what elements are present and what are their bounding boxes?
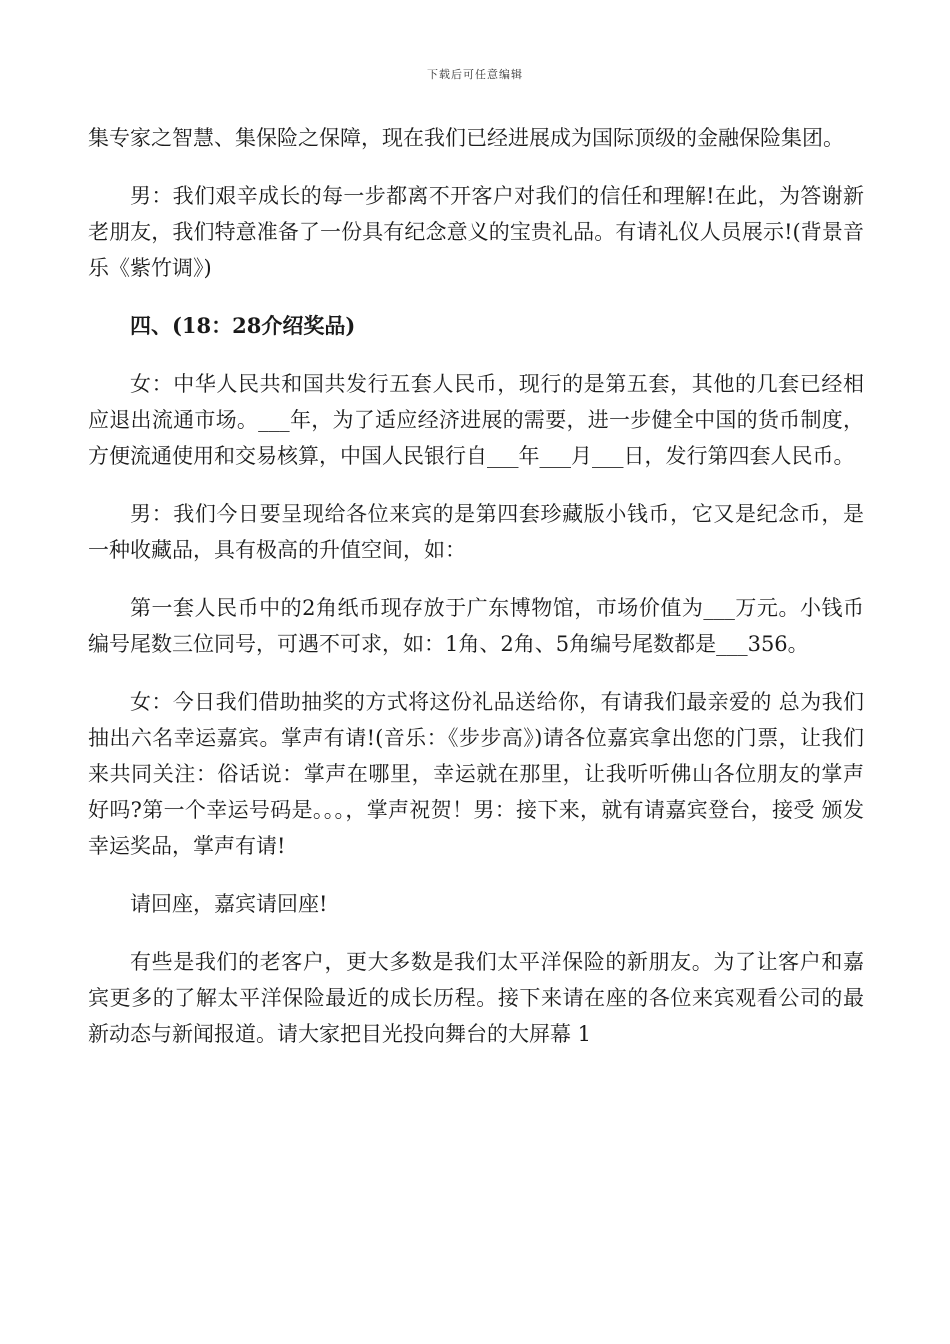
page-header: 下载后可任意编辑 — [427, 68, 523, 81]
paragraph-female-currency-history: 女：中华人民共和国共发行五套人民币，现行的是第五套，其他的几套已经相应退出流通市场。___年，为了适应经济进展的需要，进一步健全中国的货币制度，方便流通使用和交易核算，中国人民银行自___年___月___日，发行第四套人民币。 — [88, 372, 864, 468]
paragraph-female-lottery: 女：今日我们借助抽奖的方式将这份礼品送给你，有请我们最亲爱的 总为我们抽出六名幸运嘉宾。掌声有请!(音乐：《步步高》)请各位嘉宾拿出您的门票，让我们来共同关注：俗话说：掌声在哪里，幸运就在那里，让我听听佛山各位朋友的掌声好吗?第一个幸运号码是。。。，掌声祝贺！男：接下来，就有请嘉宾登台，接受 颁发幸运奖品，掌声有请! — [88, 690, 864, 858]
paragraph-coin-value: 第一套人民币中的2角纸币现存放于广东博物馆，市场价值为___万元。小钱币编号尾数三位同号，可遇不可求，如：1角、2角、5角编号尾数都是___356。 — [88, 596, 864, 656]
document-body — [88, 120, 864, 1074]
paragraph-continuation: 集专家之智慧、集保险之保障，现在我们已经进展成为国际顶级的金融保险集团。 — [88, 126, 844, 150]
paragraph-return-seat: 请回座，嘉宾请回座! — [130, 892, 328, 916]
paragraph-male-coin-collection: 男：我们今日要呈现给各位来宾的是第四套珍藏版小钱币，它又是纪念币，是一种收藏品，具有极高的升值空间，如： — [88, 502, 864, 562]
paragraph-male-gift-intro: 男：我们艰辛成长的每一步都离不开客户对我们的信任和理解!在此，为答谢新老朋友，我们特意准备了一份具有纪念意义的宝贵礼品。有请礼仪人员展示!(背景音乐《紫竹调》) — [88, 184, 864, 280]
paragraph-news-video: 有些是我们的老客户，更大多数是我们太平洋保险的新朋友。为了让客户和嘉宾更多的了解太平洋保险最近的成长历程。接下来请在座的各位来宾观看公司的最新动态与新闻报道。请大家把目光投向舞台的大屏幕 1 — [88, 950, 864, 1046]
section-heading: 四、(18：28介绍奖品) — [130, 313, 356, 338]
